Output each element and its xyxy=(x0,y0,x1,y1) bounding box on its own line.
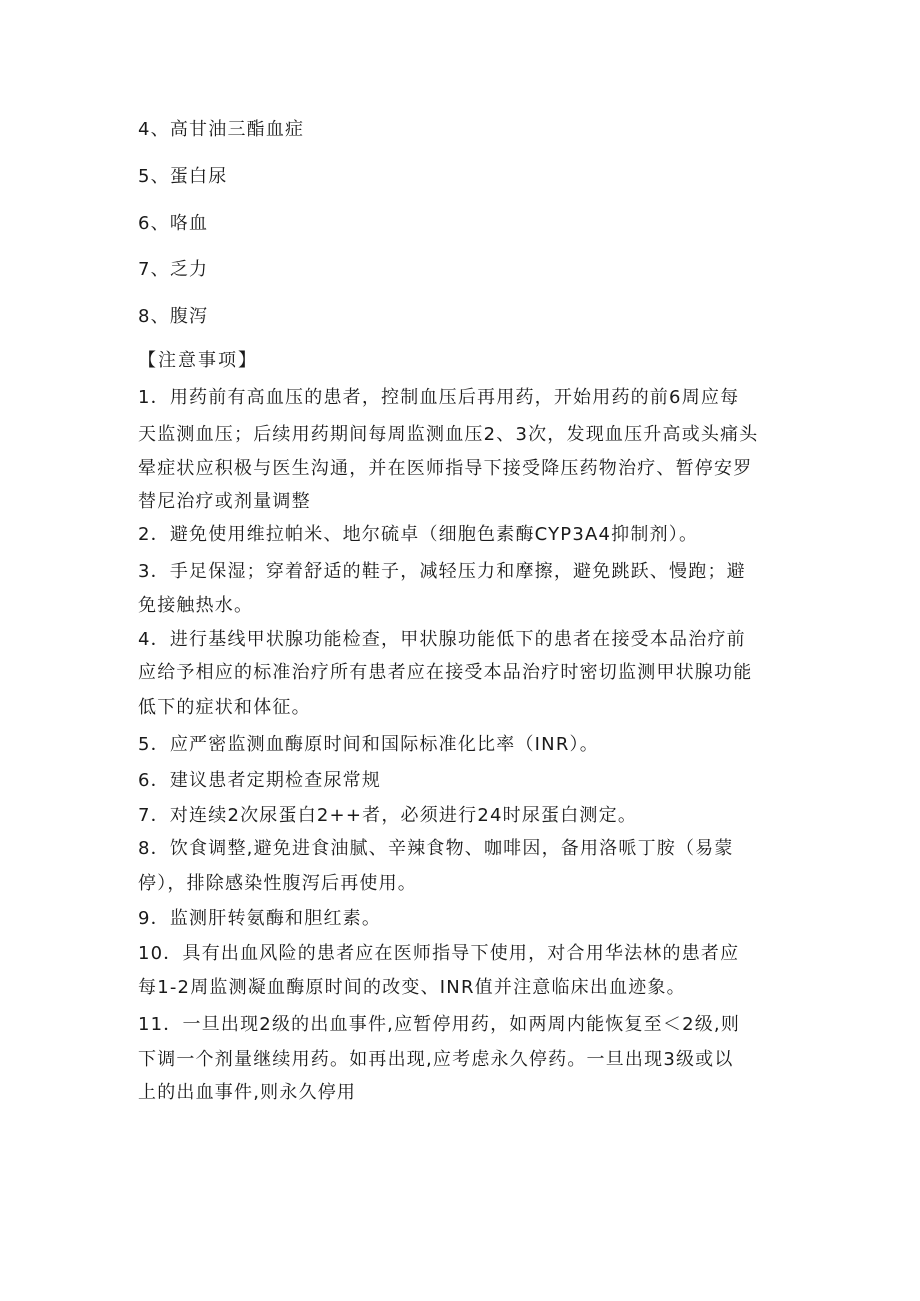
precaution-line: 8．饮食调整,避免进食油腻、辛辣食物、咖啡因，备用洛哌丁胺（易蒙 xyxy=(138,838,734,859)
precaution-line: 2．避免使用维拉帕米、地尔硫卓（细胞色素酶CYP3A4抑制剂）。 xyxy=(138,524,699,545)
precaution-line: 免接触热水。 xyxy=(138,595,254,616)
precaution-line: 10．具有出血风险的患者应在医师指导下使用，对合用华法林的患者应 xyxy=(138,943,740,964)
symptom-item-5: 5、蛋白尿 xyxy=(138,166,228,187)
precaution-line: 晕症状应积极与医生沟通，并在医师指导下接受降压药物治疗、暂停安罗 xyxy=(138,458,753,479)
precaution-line: 下调一个剂量继续用药。如再出现,应考虑永久停药。一旦出现3级或以 xyxy=(138,1049,734,1070)
precaution-line: 6．建议患者定期检查尿常规 xyxy=(138,770,382,791)
symptom-item-7: 7、乏力 xyxy=(138,259,209,280)
symptom-item-4: 4、高甘油三酯血症 xyxy=(138,119,305,140)
precaution-line: 5．应严密监测血酶原时间和国际标准化比率（INR）。 xyxy=(138,734,599,755)
precaution-line: 应给予相应的标准治疗所有患者应在接受本品治疗时密切监测甲状腺功能 xyxy=(138,662,753,683)
symptom-item-8: 8、腹泻 xyxy=(138,306,209,327)
precaution-line: 天监测血压；后续用药期间每周监测血压2、3次，发现血压升高或头痛头 xyxy=(138,424,759,445)
precautions-heading: 【注意事项】 xyxy=(138,350,258,371)
precaution-line: 1．用药前有高血压的患者，控制血压后再用药，开始用药的前6周应每 xyxy=(138,387,740,408)
precaution-line: 替尼治疗或剂量调整 xyxy=(138,491,311,512)
precaution-line: 3．手足保湿；穿着舒适的鞋子，减轻压力和摩擦，避免跳跃、慢跑；避 xyxy=(138,561,746,582)
precaution-line: 停），排除感染性腹泻后再使用。 xyxy=(138,873,417,894)
precaution-line: 9．监测肝转氨酶和胆红素。 xyxy=(138,908,382,929)
precaution-line: 4．进行基线甲状腺功能检查，甲状腺功能低下的患者在接受本品治疗前 xyxy=(138,629,746,650)
precaution-line: 11．一旦出现2级的出血事件,应暂停用药，如两周内能恢复至＜2级,则 xyxy=(138,1014,741,1035)
precaution-line: 每1-2周监测凝血酶原时间的改变、INR值并注意临床出血迹象。 xyxy=(138,977,686,998)
precaution-line: 上的出血事件,则永久停用 xyxy=(138,1082,357,1103)
symptom-item-6: 6、咯血 xyxy=(138,213,209,234)
precaution-line: 7．对连续2次尿蛋白2++者，必须进行24时尿蛋白测定。 xyxy=(138,805,638,826)
precaution-line: 低下的症状和体征。 xyxy=(138,697,311,718)
